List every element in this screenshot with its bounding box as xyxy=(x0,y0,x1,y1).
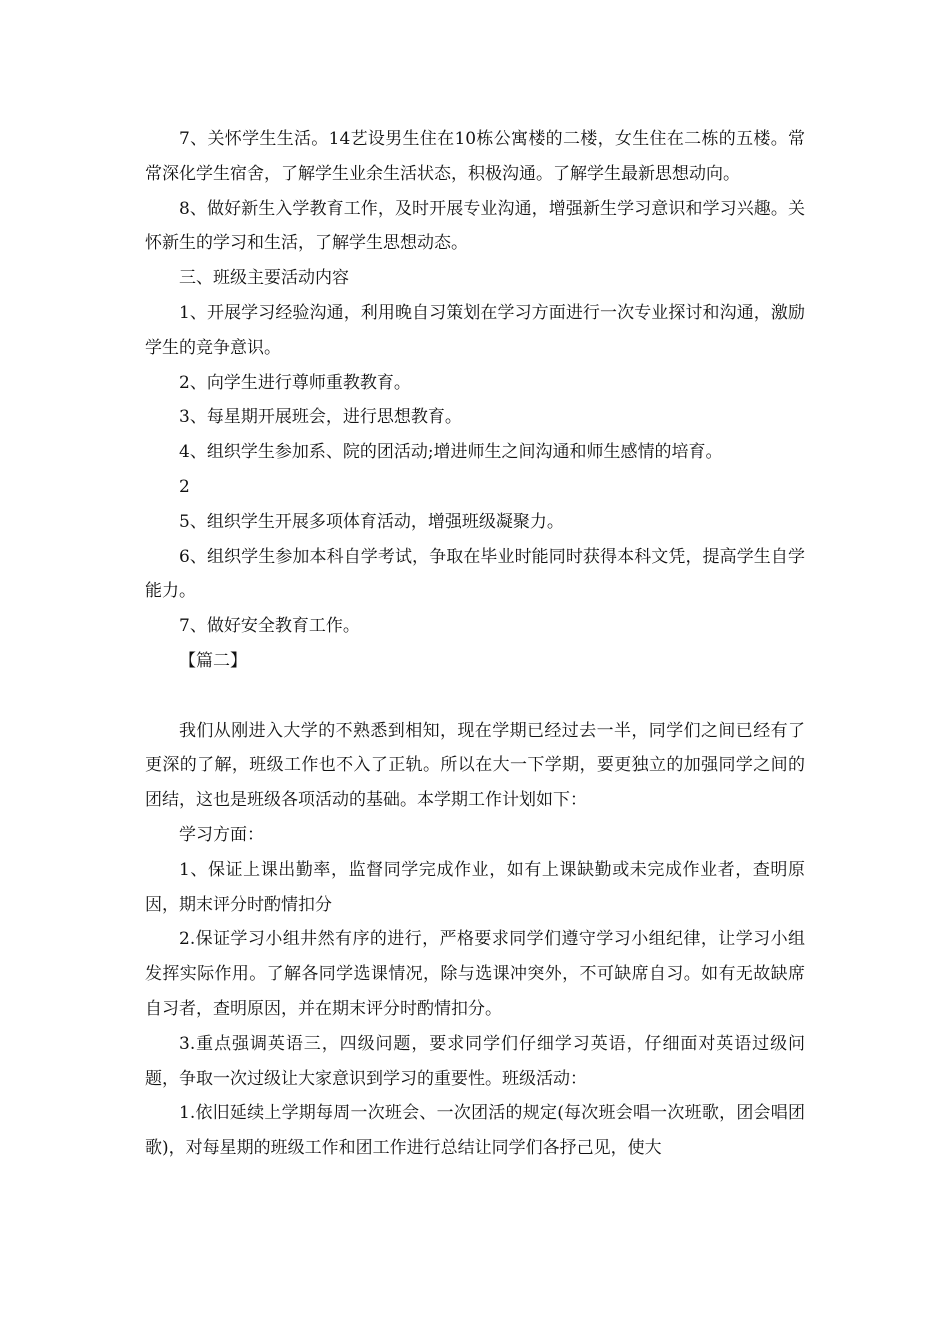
paragraph-item-7: 7、关怀学生生活。14艺设男生住在10栋公寓楼的二楼，女生住在二栋的五楼。常常深化学生宿舍，了解学生业余生活状态，积极沟通。了解学生最新思想动向。 xyxy=(145,129,805,184)
activity-item-3: 3、每星期开展班会，进行思想教育。 xyxy=(179,407,462,428)
activity-item-5: 5、组织学生开展多项体育活动，增强班级凝聚力。 xyxy=(179,511,564,532)
page-number: 2 xyxy=(179,476,190,497)
study-item-2: 2.保证学习小组井然有序的进行，严格要求同学们遵守学习小组纪律，让学习小组发挥实际作用。了解各同学选课情况，除与选课冲突外，不可缺席自习。如有无故缺席自习者，查明原因，并在期末评分时酌情扣分。 xyxy=(145,929,805,1019)
intro-paragraph: 我们从刚进入大学的不熟悉到相知，现在学期已经过去一半，同学们之间已经有了更深的了解，班级工作也不入了正轨。所以在大一下学期，要更独立的加强同学之间的团结，这也是班级各项活动的基础。本学期工作计划如下： xyxy=(145,720,805,811)
document-body xyxy=(145,122,805,1166)
section-heading-activities: 三、班级主要活动内容 xyxy=(179,268,349,289)
paragraph-item-8: 8、做好新生入学教育工作，及时开展专业沟通，增强新生学习意识和学习兴趣。关怀新生的学习和生活，了解学生思想动态。 xyxy=(145,198,805,254)
activity-item-1: 1、开展学习经验沟通，利用晚自习策划在学习方面进行一次专业探讨和沟通，激励学生的竞争意识。 xyxy=(145,302,805,358)
study-item-1: 1、保证上课出勤率，监督同学完成作业，如有上课缺勤或未完成作业者，查明原因，期末评分时酌情扣分 xyxy=(145,859,805,915)
class-activity-item-1: 1.依旧延续上学期每周一次班会、一次团活的规定(每次班会唱一次班歌，团会唱团歌)，对每星期的班级工作和团工作进行总结让同学们各抒己见，使大 xyxy=(145,1103,805,1159)
activity-item-6: 6、组织学生参加本科自学考试，争取在毕业时能同时获得本科文凭，提高学生自学能力。 xyxy=(145,546,805,602)
study-item-3: 3.重点强调英语三，四级问题，要求同学们仔细学习英语，仔细面对英语过级问题，争取一次过级让大家意识到学习的重要性。班级活动： xyxy=(145,1033,805,1089)
section-marker-part-two: 【篇二】 xyxy=(179,650,247,671)
study-heading: 学习方面： xyxy=(179,824,264,845)
activity-item-4: 4、组织学生参加系、院的团活动;增进师生之间沟通和师生感情的培育。 xyxy=(179,442,723,463)
activity-item-7: 7、做好安全教育工作。 xyxy=(179,616,360,637)
activity-item-2: 2、向学生进行尊师重教教育。 xyxy=(179,372,411,393)
